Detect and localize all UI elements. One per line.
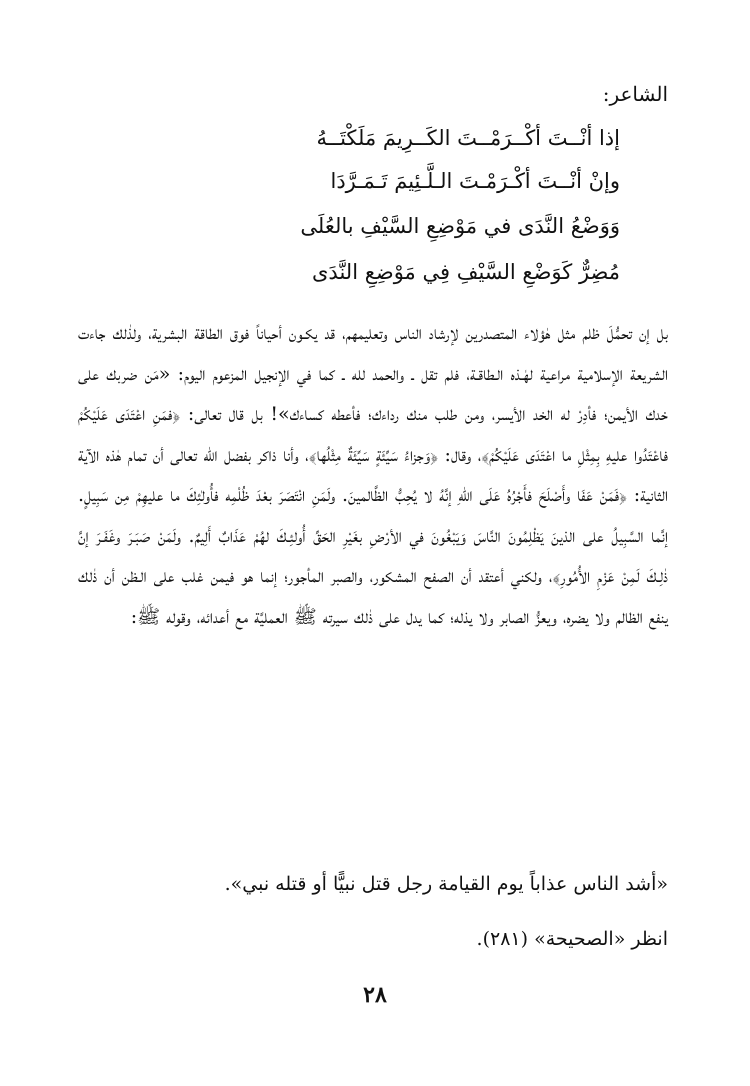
poem-verse: وَوَضْعُ النَّدَى في مَوْضِعِ السَّيْفِ بالعُلَى [300, 214, 620, 238]
poem-verse: وإنْ أنْــتَ أكْـرَمْـتَ الـلَّـئِيمَ تَـمَـرَّدَا [330, 169, 620, 193]
hadith-quote: «أشد الناس عذاباً يوم القيامة رجل قتل نبيًّا أو قتله نبي». [224, 873, 668, 895]
poet-intro: الشاعر: [602, 82, 668, 106]
paragraph-text: بل إن تحمُّلَ ظلم مثل هٰؤلاء المتصدرين لإرشاد الناس وتعليمهم، قد يكـون أحياناً فوق الطاقة البشرية، ولذٰلك جاءت الشريعة الإسلامية مراعية لهٰـذه الـطاقـة، فلم تقل ـ والحمد لله ـ كما في الإنجيل المزعوم اليوم: «مَن ضربك على خدك الأيمن؛ فأدِرْ له الخد الأيسر، ومن طلب منك رداءك؛ فأعطه كساءك»! بل قال تعالى: ﴿فمَنِ اعْتَدَى عَلَيْكُمْ فاعْتَدُوا عليهِ بِمِثْلِ ما اعْتَدَى عَلَيْكُمْ﴾، وقال: ﴿وَجزاءُ سَيِّئَةٍ سَيِّئَةٌ مِثْلُها﴾، وأنا ذاكر بفضل الله تعالى أن تمام هٰذه الآية الثانية: ﴿فَمَنْ عَفَا وأَصْلَحَ فأَجْرُهُ عَلَى اللهِ إنَّهُ لا يُحِبُّ الظَّالمينَ. ولَمَنِ انْتَصَرَ بعْدَ ظُلْمِه فأُولٰئِكَ ما عليهِمْ مِن سَبِيلٍ. إنَّما السَّبِيلُ على الذينَ يَظْلِمُونَ النَّاسَ وَيَبْغُونَ في الأرْضِ بغَيْرِ الحَقِّ أُولئِـكَ لهُمْ عَذَابٌ أَلِيمٌ. ولَمَنْ صَبَـرَ وغَفَـرَ إنَّ ذٰلِـكَ لَمِنْ عَزْمِ الأُمُورِ﴾، ولكني أعتقد أن الصفح المشكور، والصبر المأجور؛ إنما هو فيمن غلب على الـظن أن ذٰلك ينفع الظالم ولا يضره، ويعزُّ الصابر ولا يذله؛ كما يدل على ذٰلك سيرته ﷺ العمليَّة مع أعدائه، وقوله ﷺ: [78, 322, 668, 628]
page-number: ٢٨ [363, 982, 387, 1008]
poem-verse: مُضِرٌّ كَوَضْعِ السَّيْفِ فِي مَوْضِعِ النَّدَى [312, 260, 620, 284]
poem-verse: إذا أنْــتَ أكْــرَمْــتَ الكَــرِيمَ مَلَكْتَــهُ [316, 126, 620, 150]
reference-note: انظر «الصحيحة» (٢٨١). [476, 928, 668, 950]
main-paragraph [78, 313, 668, 637]
